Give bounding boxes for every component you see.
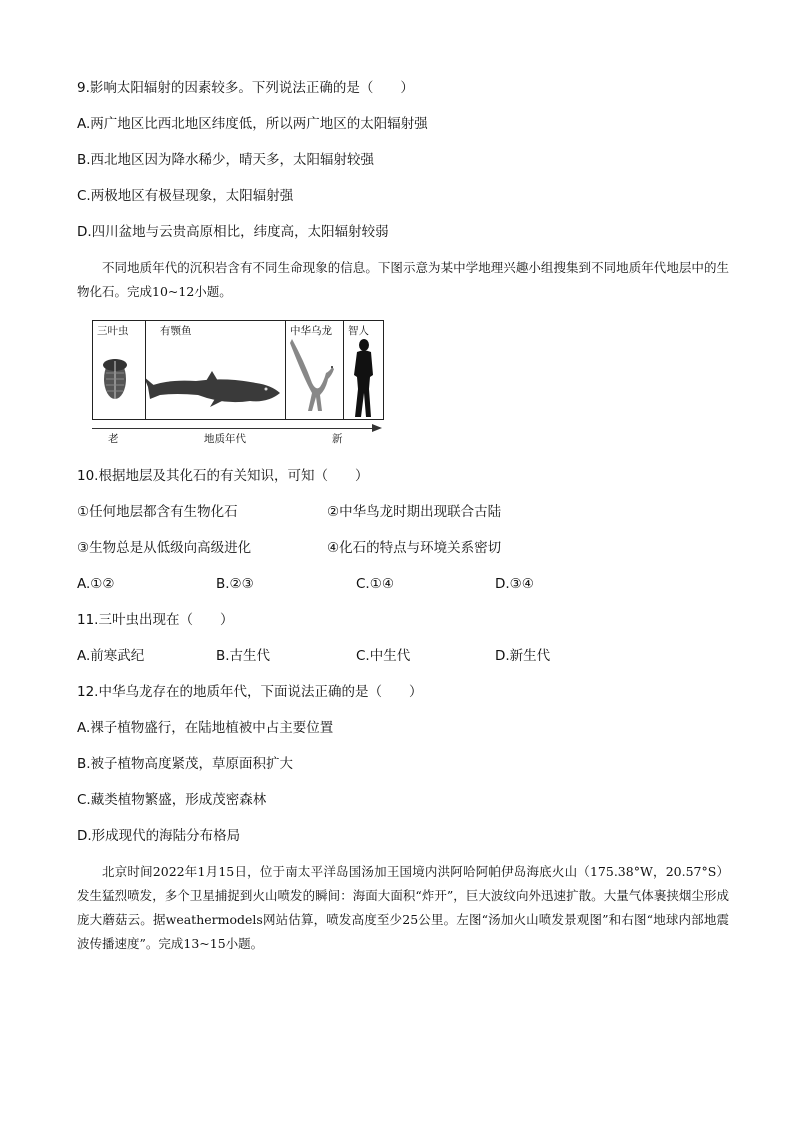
q10-statement-3: ③生物总是从低级向高级进化 [77, 540, 252, 556]
fossil-figure [92, 320, 384, 420]
material-10-12: 不同地质年代的沉积岩含有不同生命现象的信息。下图示意为某中学地理兴趣小组搜集到不同地质年代地层中的生物化石。完成10~12小题。 [77, 260, 729, 299]
q10-statement-2: ②中华鸟龙时期出现联合古陆 [327, 504, 502, 520]
q11-option-a: A.前寒武纪 [77, 648, 145, 664]
axis-label-new: 新 [332, 433, 343, 445]
human-image [344, 321, 382, 419]
dinosaur-image [286, 321, 343, 419]
q12-option-c: C.藏类植物繁盛，形成茂密森林 [77, 792, 267, 808]
cell-label-homo-sapiens: 智人 [348, 325, 369, 337]
q9-option-a: A.两广地区比西北地区纬度低，所以两广地区的太阳辐射强 [77, 116, 428, 132]
q10-statement-1: ①任何地层都含有生物化石 [77, 504, 238, 520]
q11-stem: 11.三叶虫出现在（ ） [77, 612, 234, 628]
q10-stem: 10.根据地层及其化石的有关知识，可知（ ） [77, 468, 369, 484]
time-axis-arrow-icon [372, 424, 382, 432]
cell-label-jawed-fish: 有颚鱼 [160, 325, 192, 337]
q9-option-b: B.西北地区因为降水稀少，晴天多，太阳辐射较强 [77, 152, 375, 168]
time-axis-line [92, 428, 372, 429]
q12-option-b: B.被子植物高度紧茂，草原面积扩大 [77, 756, 294, 772]
cell-sinosauropteryx [286, 321, 344, 419]
q10-option-b: B.②③ [216, 576, 254, 592]
q11-option-c: C.中生代 [356, 648, 411, 664]
q11-option-d: D.新生代 [495, 648, 551, 664]
q9-option-c: C.两极地区有极昼现象，太阳辐射强 [77, 188, 294, 204]
q10-statement-4: ④化石的特点与环境关系密切 [327, 540, 502, 556]
q10-option-c: C.①④ [356, 576, 394, 592]
q10-option-a: A.①② [77, 576, 115, 592]
trilobite-image [93, 321, 145, 419]
q11-option-b: B.古生代 [216, 648, 271, 664]
q9-option-d: D.四川盆地与云贵高原相比，纬度高，太阳辐射较弱 [77, 224, 389, 240]
q9-stem: 9.影响太阳辐射的因素较多。下列说法正确的是（ ） [77, 80, 414, 96]
q10-option-d: D.③④ [495, 576, 534, 592]
jawed-fish-image [146, 321, 284, 419]
cell-label-trilobite: 三叶虫 [97, 325, 129, 337]
q12-stem: 12.中华乌龙存在的地质年代，下面说法正确的是（ ） [77, 684, 423, 700]
cell-jawed-fish [146, 321, 286, 419]
cell-trilobite [93, 321, 146, 419]
q12-option-a: A.裸子植物盛行，在陆地植被中占主要位置 [77, 720, 334, 736]
axis-title: 地质年代 [204, 433, 246, 445]
cell-label-sinosauropteryx: 中华乌龙 [290, 325, 332, 337]
axis-label-old: 老 [108, 433, 119, 445]
cell-homo-sapiens [344, 321, 383, 419]
material-13-15: 北京时间2022年1月15日，位于南太平洋岛国汤加王国境内洪阿哈阿帕伊岛海底火山（175.38°W，20.57°S）发生猛烈喷发，多个卫星捕捉到火山喷发的瞬间：海面大面积“炸开”，巨大波纹向外迅速扩散。大量气体裹挟烟尘形成庞大蘑菇云。据weathermodels网站估算，喷发高度至少25公里。左图“汤加火山喷发景观图”和右图“地球内部地震波传播速度”。完成13~15小题。 [77, 864, 729, 951]
q12-option-d: D.形成现代的海陆分布格局 [77, 828, 241, 844]
